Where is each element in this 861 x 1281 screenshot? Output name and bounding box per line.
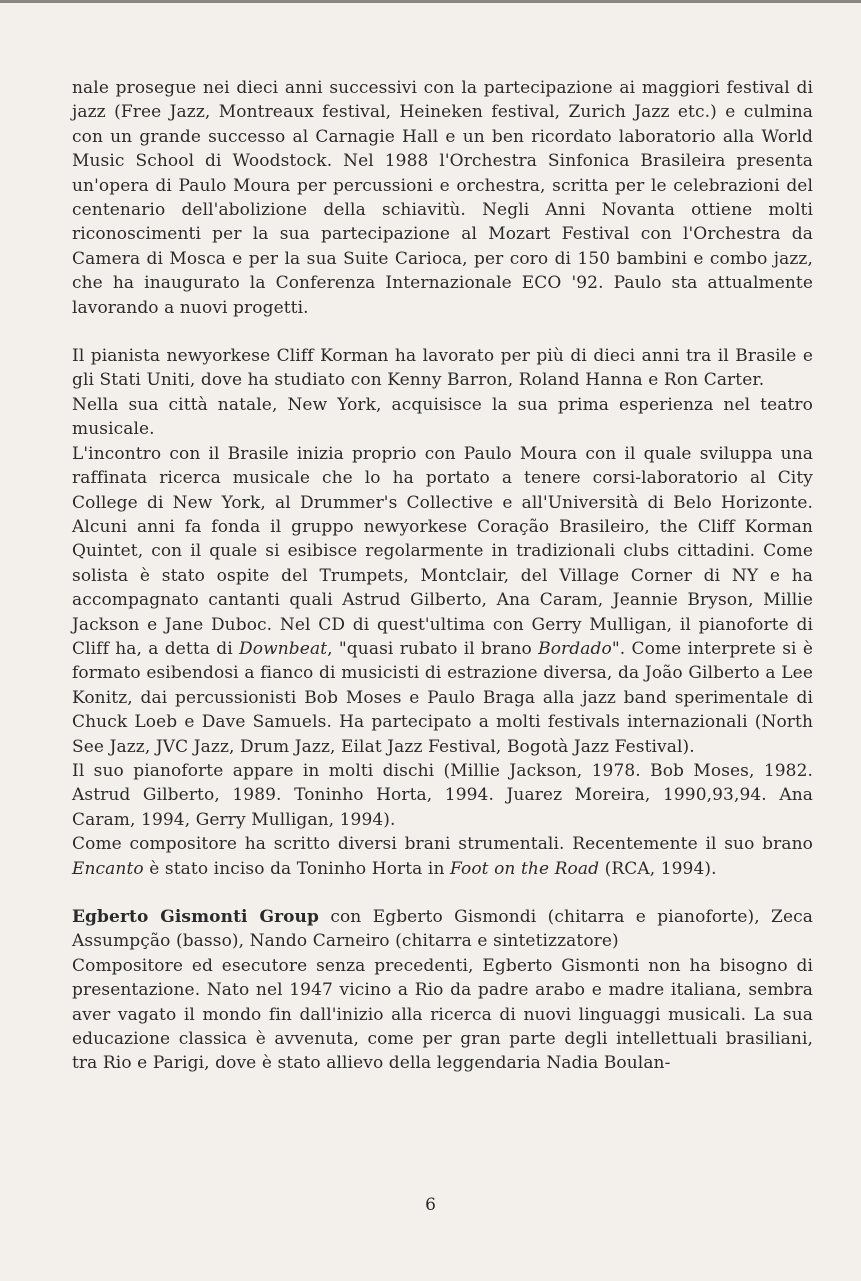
page-top-edge xyxy=(0,0,861,3)
gismonti-bio: Compositore ed esecutore senza precedenti, Egberto Gismonti non ha bisogno di presentazione. Nato nel 1947 vicino a Rio da padre arabo e madre italiana, sembra aver vagato il mondo fin dall'inizio alla ricerca di nuovi linguaggi musicali. La sua educazione classica è avvenuta, come per gran parte degli intellettuali brasiliani, tra Rio e Parigi, dove è stato allievo della leggendaria Nadia Boulan- xyxy=(72,955,813,1074)
korman-composer-text-b: è stato inciso da Toninho Horta in xyxy=(143,858,451,879)
korman-intro: Il pianista newyorkese Cliff Korman ha lavorato per più di dieci anni tra il Brasile e gli Stati Uniti, dove ha studiato con Kenny Barron, Roland Hanna e Ron Carter. xyxy=(72,346,813,391)
gismonti-group-name: Egberto Gismonti Group xyxy=(72,907,320,927)
section-gap xyxy=(72,320,813,344)
korman-composer-text-c: (RCA, 1994). xyxy=(599,858,717,879)
page-body xyxy=(72,76,813,1076)
foot-on-the-road-album: Foot on the Road xyxy=(450,858,600,879)
moura-bio-continuation: nale prosegue nei dieci anni successivi con la partecipazione ai maggiori festival di jazz (Free Jazz, Montreaux festival, Heineken festival, Zurich Jazz etc.) e culmina con un grande successo al Carnagie Hall e un ben ricordato laboratorio alla World Music School di Woodstock. Nel 1988 l'Orchestra Sinfonica Brasileira presenta un'opera di Paulo Moura per percussioni e orchestra, scritta per le celebrazioni del centenario dell'abolizione della schiavitù. Negli Anni Novanta ottiene molti riconoscimenti per la sua partecipazione al Mozart Festival con l'Orchestra da Camera di Mosca e per la sua Suite Carioca, per coro di 150 bambini e combo jazz, che ha inaugurato la Conferenza Internazionale ECO '92. Paulo sta attualmente lavorando a nuovi progetti. xyxy=(72,78,813,318)
korman-brazil-text-b: , "quasi rubato il brano xyxy=(327,638,539,659)
page-number: 6 xyxy=(425,1195,436,1215)
korman-new-york: Nella sua città natale, New York, acquisisce la sua prima esperienza nel teatro musicale. xyxy=(72,394,813,440)
korman-composer-text-a: Come compositore ha scritto diversi brani strumentali. Recentemente il suo brano xyxy=(72,834,813,855)
encanto-song: Encanto xyxy=(72,858,144,879)
downbeat-magazine: Downbeat xyxy=(239,638,328,659)
bordado-song: Bordado xyxy=(538,638,612,659)
gismonti-lineup-text: con Egberto Gismondi (chitarra e pianoforte), Zeca Assumpção (basso), Nando Carneiro (chitarra e sintetizzatore) xyxy=(72,907,813,952)
korman-brazil xyxy=(72,442,813,759)
gismonti-lineup xyxy=(72,905,813,954)
korman-brazil-text-c: ". Come interprete si è formato esibendosi a fianco di musicisti di estrazione diversa, da João Gilberto a Lee Konitz, dai percussionisti Bob Moses e Paulo Braga alla jazz band sperimentale di Chuck Loeb e Dave Samuels. Ha partecipato a molti festivals internazionali (North See Jazz, JVC Jazz, Drum Jazz, Eilat Jazz Festival, Bogotà Jazz Festival). xyxy=(72,638,813,757)
korman-discography: Il suo pianoforte appare in molti dischi (Millie Jackson, 1978. Bob Moses, 1982. Astrud Gilberto, 1989. Toninho Horta, 1994. Juarez Moreira, 1990,93,94. Ana Caram, 1994, Gerry Mulligan, 1994). xyxy=(72,760,813,830)
korman-composer xyxy=(72,832,813,881)
korman-brazil-text-a: L'incontro con il Brasile inizia proprio con Paulo Moura con il quale sviluppa una raffinata ricerca musicale che lo ha portato a tenere corsi-laboratorio al City College di New York, al Drummer's Collective e all'Università di Belo Horizonte. Alcuni anni fa fonda il gruppo newyorkese Coração Brasileiro, the Cliff Korman Quintet, con il quale si esibisce regolarmente in tradizionali clubs cittadini. Come solista è stato ospite del Trumpets, Montclair, del Village Corner di NY e ha accompagnato cantanti quali Astrud Gilberto, Ana Caram, Jeannie Bryson, Millie Jackson e Jane Duboc. Nel CD di quest'ultima con Gerry Mulligan, il pianoforte di Cliff ha, a detta di xyxy=(72,443,813,659)
section-gap xyxy=(72,881,813,905)
